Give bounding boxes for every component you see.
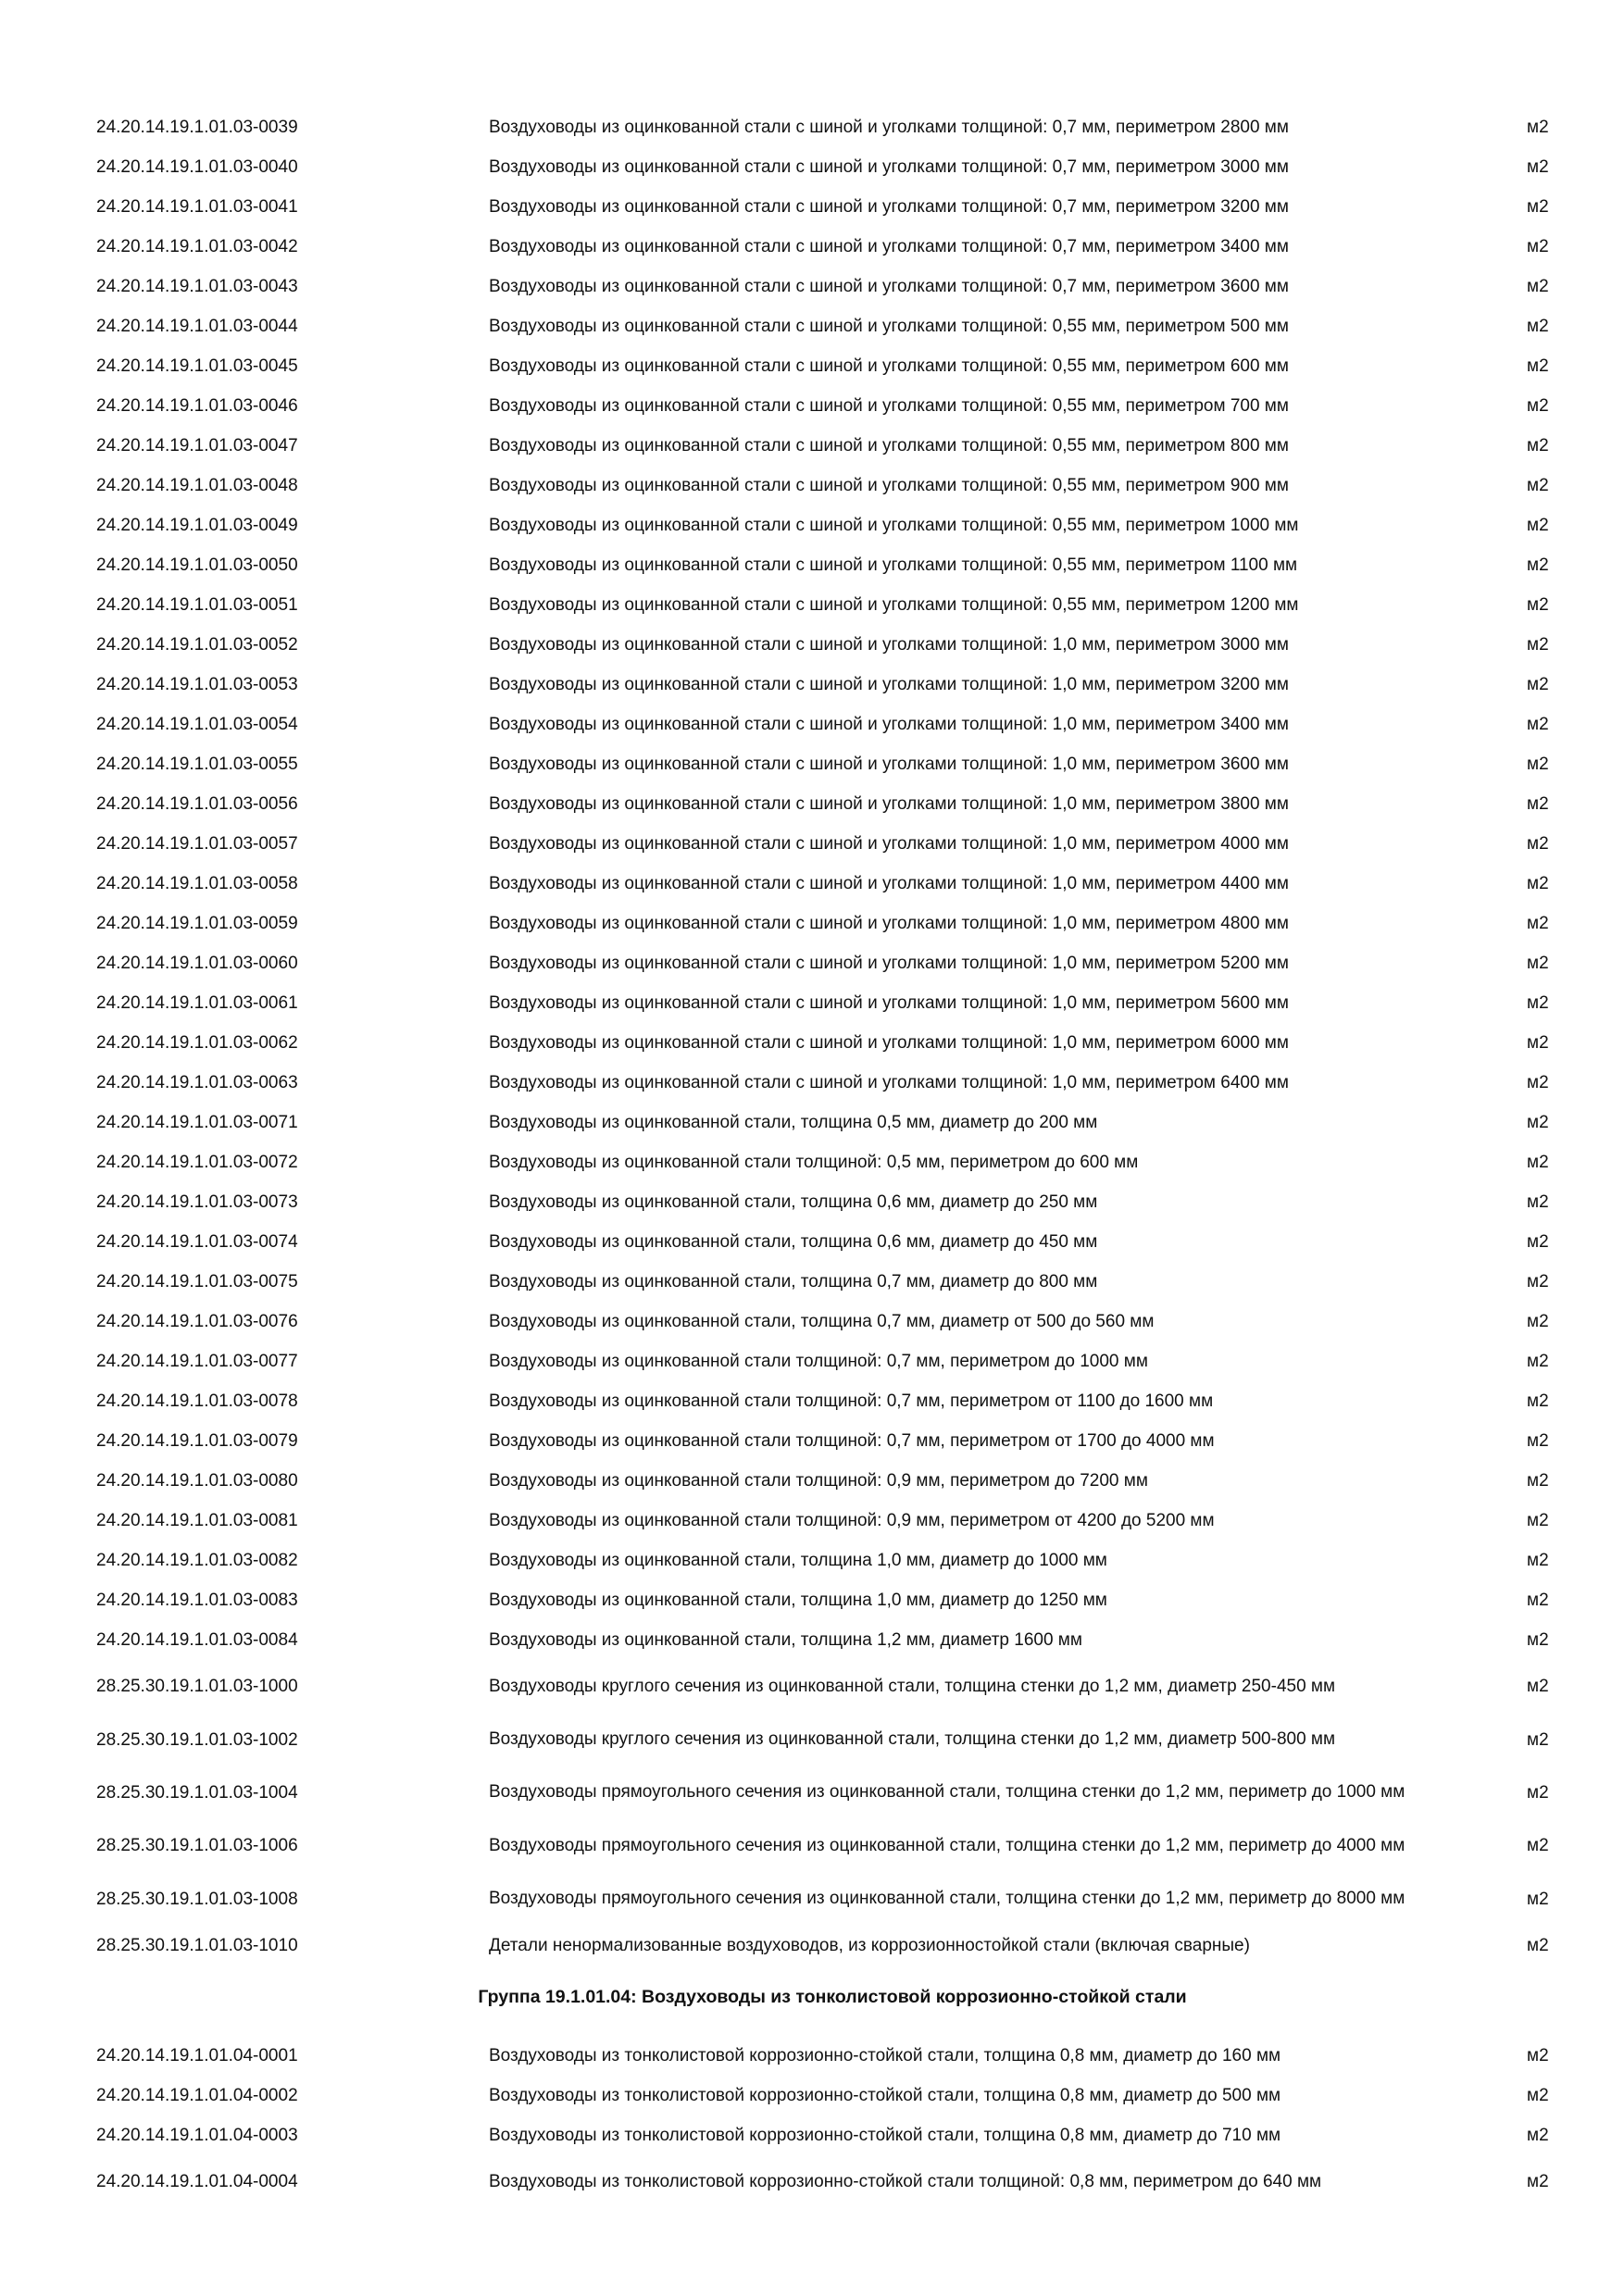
resource-description: Воздуховоды из оцинкованной стали толщиной: 0,7 мм, периметром до 1000 мм: [489, 1352, 1148, 1371]
table-row: [96, 1620, 1568, 1660]
table-row: [96, 1262, 1568, 1302]
table-row: [96, 705, 1568, 744]
resource-code: 24.20.14.19.1.01.03-0044: [96, 317, 298, 336]
resource-description: Воздуховоды круглого сечения из оцинкованной стали, толщина стенки до 1,2 мм, диаметр 500-800 мм: [489, 1729, 1336, 1750]
resource-code: 24.20.14.19.1.01.03-0081: [96, 1511, 298, 1530]
resource-description: Воздуховоды из оцинкованной стали, толщина 1,0 мм, диаметр до 1250 мм: [489, 1591, 1107, 1610]
resource-description: Воздуховоды из оцинкованной стали с шиной и уголками толщиной: 0,55 мм, периметром 1000 мм: [489, 516, 1299, 535]
unit-of-measure: м2: [1527, 1033, 1549, 1053]
table-row: [96, 227, 1568, 267]
resource-description: Воздуховоды из оцинкованной стали толщиной: 0,9 мм, периметром от 4200 до 5200 мм: [489, 1511, 1215, 1530]
table-row: [96, 1182, 1568, 1222]
table-row: [96, 864, 1568, 904]
unit-of-measure: м2: [1527, 874, 1549, 893]
resource-code: 24.20.14.19.1.01.03-0076: [96, 1312, 298, 1331]
unit-of-measure: м2: [1527, 954, 1549, 973]
resource-code: 24.20.14.19.1.01.03-0041: [96, 197, 298, 217]
resource-description: Воздуховоды из оцинкованной стали с шиной и уголками толщиной: 0,55 мм, периметром 1200 мм: [489, 595, 1299, 615]
resource-description: Воздуховоды из оцинкованной стали толщиной: 0,9 мм, периметром до 7200 мм: [489, 1471, 1148, 1491]
resource-description: Воздуховоды из оцинкованной стали, толщина 0,6 мм, диаметр до 250 мм: [489, 1192, 1098, 1212]
resource-code: 24.20.14.19.1.01.03-0049: [96, 516, 298, 535]
unit-of-measure: м2: [1527, 1471, 1549, 1491]
resource-description: Воздуховоды из оцинкованной стали с шиной и уголками толщиной: 0,55 мм, периметром 700 мм: [489, 396, 1289, 416]
resource-code: 28.25.30.19.1.01.03-1004: [96, 1782, 298, 1803]
resource-code: 24.20.14.19.1.01.03-0054: [96, 715, 298, 734]
table-row: [96, 1302, 1568, 1341]
table-row: [96, 2115, 1568, 2155]
resource-description: Детали ненормализованные воздуховодов, из коррозионностойкой стали (включая сварные): [489, 1935, 1250, 1955]
table-row: [96, 824, 1568, 864]
unit-of-measure: м2: [1527, 1836, 1549, 1856]
table-row: [96, 784, 1568, 824]
unit-of-measure: м2: [1527, 2125, 1549, 2145]
resource-description: Воздуховоды из оцинкованной стали с шиной и уголками толщиной: 0,7 мм, периметром 2800 мм: [489, 118, 1289, 137]
table-row: [96, 1713, 1568, 1766]
resource-description: Воздуховоды из оцинкованной стали с шиной и уголками толщиной: 0,7 мм, периметром 3200 мм: [489, 197, 1289, 217]
resource-code: 24.20.14.19.1.01.03-0071: [96, 1113, 298, 1132]
table-row: [96, 346, 1568, 386]
resource-description: Воздуховоды из оцинкованной стали с шиной и уголками толщиной: 1,0 мм, периметром 4400 мм: [489, 874, 1289, 893]
unit-of-measure: м2: [1527, 1073, 1549, 1092]
group-heading-row: [96, 1965, 1568, 2036]
table-row: [96, 1501, 1568, 1541]
resource-code: 28.25.30.19.1.01.03-1010: [96, 1935, 298, 1955]
resource-description: Воздуховоды из оцинкованной стали толщиной: 0,7 мм, периметром от 1100 до 1600 мм: [489, 1391, 1214, 1411]
resource-code: 24.20.14.19.1.01.04-0002: [96, 2085, 298, 2105]
resource-code: 24.20.14.19.1.01.03-0055: [96, 755, 298, 774]
table-row: [96, 2036, 1568, 2076]
unit-of-measure: м2: [1527, 237, 1549, 256]
table-row: [96, 1461, 1568, 1501]
resource-description: Воздуховоды прямоугольного сечения из оцинкованной стали, толщина стенки до 1,2 мм, периметр до 4000 мм: [489, 1835, 1405, 1855]
resource-code: 24.20.14.19.1.01.03-0053: [96, 675, 298, 694]
resource-description: Воздуховоды из оцинкованной стали с шиной и уголками толщиной: 0,7 мм, периметром 3600 мм: [489, 277, 1289, 296]
resource-description: Воздуховоды из оцинкованной стали, толщина 0,7 мм, диаметр до 800 мм: [489, 1272, 1098, 1292]
resource-description: Воздуховоды из оцинкованной стали с шиной и уголками толщиной: 1,0 мм, периметром 6400 мм: [489, 1073, 1289, 1092]
resource-code: 24.20.14.19.1.01.03-0040: [96, 157, 298, 177]
resource-code: 24.20.14.19.1.01.03-0051: [96, 595, 298, 615]
table-row: [96, 983, 1568, 1023]
unit-of-measure: м2: [1527, 1677, 1549, 1697]
resource-code: 28.25.30.19.1.01.03-1008: [96, 1889, 298, 1909]
resource-description: Воздуховоды из оцинкованной стали с шиной и уголками толщиной: 1,0 мм, периметром 3800 мм: [489, 794, 1289, 814]
resource-code: 28.25.30.19.1.01.03-1006: [96, 1836, 298, 1856]
unit-of-measure: м2: [1527, 1889, 1549, 1909]
unit-of-measure: м2: [1527, 755, 1549, 774]
resource-code: 24.20.14.19.1.01.03-0063: [96, 1073, 298, 1092]
resource-code: 24.20.14.19.1.01.03-0062: [96, 1033, 298, 1053]
unit-of-measure: м2: [1527, 516, 1549, 535]
resource-description: Воздуховоды из оцинкованной стали с шиной и уголками толщиной: 1,0 мм, периметром 3400 мм: [489, 715, 1289, 734]
table-row: [96, 1766, 1568, 1819]
resource-code: 24.20.14.19.1.01.03-0045: [96, 356, 298, 376]
resource-code: 24.20.14.19.1.01.03-0061: [96, 993, 298, 1013]
resource-code: 24.20.14.19.1.01.03-0059: [96, 914, 298, 933]
unit-of-measure: м2: [1527, 2085, 1549, 2105]
unit-of-measure: м2: [1527, 1630, 1549, 1650]
unit-of-measure: м2: [1527, 635, 1549, 655]
resource-code: 24.20.14.19.1.01.03-0046: [96, 396, 298, 416]
table-row: [96, 1222, 1568, 1262]
resource-code: 28.25.30.19.1.01.03-1000: [96, 1677, 298, 1697]
resource-description: Воздуховоды из оцинкованной стали с шиной и уголками толщиной: 1,0 мм, периметром 3600 мм: [489, 755, 1289, 774]
resource-code: 28.25.30.19.1.01.03-1002: [96, 1729, 298, 1750]
resource-code: 24.20.14.19.1.01.03-0083: [96, 1591, 298, 1610]
table-row: [96, 625, 1568, 665]
table-row: [96, 267, 1568, 306]
resource-code: 24.20.14.19.1.01.03-0047: [96, 436, 298, 455]
resource-description: Воздуховоды из оцинкованной стали с шиной и уголками толщиной: 1,0 мм, периметром 6000 мм: [489, 1033, 1289, 1053]
table-row: [96, 744, 1568, 784]
table-row: [96, 904, 1568, 943]
table-row: [96, 426, 1568, 466]
resource-description: Воздуховоды из оцинкованной стали с шиной и уголками толщиной: 0,7 мм, периметром 3000 мм: [489, 157, 1289, 177]
table-row: [96, 1341, 1568, 1381]
resource-description: Воздуховоды из оцинкованной стали с шиной и уголками толщиной: 1,0 мм, периметром 5200 мм: [489, 954, 1289, 973]
unit-of-measure: м2: [1527, 715, 1549, 734]
table-row: [96, 1580, 1568, 1620]
resource-description: Воздуховоды из тонколистовой коррозионно-стойкой стали, толщина 0,8 мм, диаметр до 160 мм: [489, 2045, 1281, 2065]
resource-code: 24.20.14.19.1.01.03-0077: [96, 1352, 298, 1371]
table-row: [96, 1421, 1568, 1461]
resource-description: Воздуховоды из оцинкованной стали с шиной и уголками толщиной: 1,0 мм, периметром 4800 мм: [489, 914, 1289, 933]
resource-code: 24.20.14.19.1.01.03-0079: [96, 1431, 298, 1451]
table-row: [96, 386, 1568, 426]
unit-of-measure: м2: [1527, 1153, 1549, 1172]
table-row: [96, 2076, 1568, 2115]
unit-of-measure: м2: [1527, 277, 1549, 296]
resource-code: 24.20.14.19.1.01.03-0084: [96, 1630, 298, 1650]
resource-description: Воздуховоды из оцинкованной стали толщиной: 0,5 мм, периметром до 600 мм: [489, 1153, 1139, 1172]
resource-code: 24.20.14.19.1.01.03-0042: [96, 237, 298, 256]
resource-description: Воздуховоды из оцинкованной стали с шиной и уголками толщиной: 1,0 мм, периметром 3000 мм: [489, 635, 1289, 655]
table-row: [96, 1660, 1568, 1713]
resource-description: Воздуховоды круглого сечения из оцинкованной стали, толщина стенки до 1,2 мм, диаметр 250-450 мм: [489, 1676, 1336, 1696]
resource-description: Воздуховоды из тонколистовой коррозионно-стойкой стали толщиной: 0,8 мм, периметром до 640 мм: [489, 2171, 1322, 2191]
resource-description: Воздуховоды из оцинкованной стали с шиной и уголками толщиной: 0,55 мм, периметром 900 мм: [489, 476, 1289, 495]
resource-description: Воздуховоды из оцинкованной стали, толщина 1,0 мм, диаметр до 1000 мм: [489, 1551, 1107, 1570]
unit-of-measure: м2: [1527, 1391, 1549, 1411]
resource-description: Воздуховоды из тонколистовой коррозионно-стойкой стали, толщина 0,8 мм, диаметр до 710 мм: [489, 2125, 1281, 2145]
table-row: [96, 147, 1568, 187]
table-row: [96, 585, 1568, 625]
table-row: [96, 1819, 1568, 1872]
resource-code: 24.20.14.19.1.01.03-0039: [96, 118, 298, 137]
table-row: [96, 943, 1568, 983]
unit-of-measure: м2: [1527, 595, 1549, 615]
unit-of-measure: м2: [1527, 1192, 1549, 1212]
table-row: [96, 545, 1568, 585]
unit-of-measure: м2: [1527, 1511, 1549, 1530]
resource-code: 24.20.14.19.1.01.03-0078: [96, 1391, 298, 1411]
unit-of-measure: м2: [1527, 1352, 1549, 1371]
table-row: [96, 505, 1568, 545]
resource-description: Воздуховоды из оцинкованной стали с шиной и уголками толщиной: 1,0 мм, периметром 4000 мм: [489, 834, 1289, 854]
resource-code: 24.20.14.19.1.01.03-0075: [96, 1272, 298, 1292]
resource-description: Воздуховоды из оцинкованной стали, толщина 0,6 мм, диаметр до 450 мм: [489, 1232, 1098, 1252]
resource-description: Воздуховоды из оцинкованной стали с шиной и уголками толщиной: 1,0 мм, периметром 5600 мм: [489, 993, 1289, 1013]
resource-description: Воздуховоды из оцинкованной стали с шиной и уголками толщиной: 1,0 мм, периметром 3200 мм: [489, 675, 1289, 694]
unit-of-measure: м2: [1527, 2172, 1549, 2192]
resource-code: 24.20.14.19.1.01.03-0056: [96, 794, 298, 814]
unit-of-measure: м2: [1527, 2045, 1549, 2065]
resource-code: 24.20.14.19.1.01.03-0052: [96, 635, 298, 655]
resource-description: Воздуховоды из оцинкованной стали, толщина 1,2 мм, диаметр 1600 мм: [489, 1630, 1082, 1650]
unit-of-measure: м2: [1527, 1935, 1549, 1955]
table-body-section-1904: [96, 2036, 1568, 2208]
unit-of-measure: м2: [1527, 157, 1549, 177]
resource-description: Воздуховоды из оцинкованной стали с шиной и уголками толщиной: 0,55 мм, периметром 800 мм: [489, 436, 1289, 455]
resource-code: 24.20.14.19.1.01.03-0073: [96, 1192, 298, 1212]
resource-description: Воздуховоды из оцинкованной стали толщиной: 0,7 мм, периметром от 1700 до 4000 мм: [489, 1431, 1215, 1451]
unit-of-measure: м2: [1527, 476, 1549, 495]
table-row: [96, 1541, 1568, 1580]
table-row: [96, 187, 1568, 227]
table-row: [96, 1381, 1568, 1421]
unit-of-measure: м2: [1527, 1232, 1549, 1252]
group-heading: Группа 19.1.01.04: Воздуховоды из тонколистовой коррозионно-стойкой стали: [478, 1987, 1187, 2008]
resource-code: 24.20.14.19.1.01.03-0058: [96, 874, 298, 893]
unit-of-measure: м2: [1527, 993, 1549, 1013]
resource-code: 24.20.14.19.1.01.04-0001: [96, 2045, 298, 2065]
table-row: [96, 665, 1568, 705]
table-row: [96, 1023, 1568, 1063]
resource-description: Воздуховоды прямоугольного сечения из оцинкованной стали, толщина стенки до 1,2 мм, периметр до 8000 мм: [489, 1889, 1405, 1909]
resource-code: 24.20.14.19.1.01.03-0057: [96, 834, 298, 854]
resource-code: 24.20.14.19.1.01.03-0072: [96, 1153, 298, 1172]
unit-of-measure: м2: [1527, 1782, 1549, 1803]
resource-description: Воздуховоды из оцинкованной стали с шиной и уголками толщиной: 0,55 мм, периметром 500 мм: [489, 317, 1289, 336]
table-row: [96, 466, 1568, 505]
table-row: [96, 1063, 1568, 1103]
unit-of-measure: м2: [1527, 675, 1549, 694]
unit-of-measure: м2: [1527, 1312, 1549, 1331]
table-row: [96, 2155, 1568, 2208]
resource-code: 24.20.14.19.1.01.03-0050: [96, 555, 298, 575]
resource-code: 24.20.14.19.1.01.03-0048: [96, 476, 298, 495]
table-row: [96, 1873, 1568, 1926]
unit-of-measure: м2: [1527, 914, 1549, 933]
table-row: [96, 1142, 1568, 1182]
unit-of-measure: м2: [1527, 1272, 1549, 1292]
resource-code: 24.20.14.19.1.01.03-0082: [96, 1551, 298, 1570]
unit-of-measure: м2: [1527, 436, 1549, 455]
unit-of-measure: м2: [1527, 794, 1549, 814]
unit-of-measure: м2: [1527, 1729, 1549, 1750]
group-heading-section: [96, 1965, 1568, 2036]
resource-description: Воздуховоды из оцинкованной стали, толщина 0,5 мм, диаметр до 200 мм: [489, 1113, 1098, 1132]
unit-of-measure: м2: [1527, 118, 1549, 137]
table-row: [96, 107, 1568, 147]
resource-description: Воздуховоды из оцинкованной стали с шиной и уголками толщиной: 0,55 мм, периметром 600 мм: [489, 356, 1289, 376]
unit-of-measure: м2: [1527, 356, 1549, 376]
table-body-section-1903: [96, 107, 1568, 1965]
resource-code: 24.20.14.19.1.01.04-0004: [96, 2172, 298, 2192]
unit-of-measure: м2: [1527, 834, 1549, 854]
resource-description: Воздуховоды из оцинкованной стали, толщина 0,7 мм, диаметр от 500 до 560 мм: [489, 1312, 1155, 1331]
resource-code: 24.20.14.19.1.01.03-0080: [96, 1471, 298, 1491]
unit-of-measure: м2: [1527, 1113, 1549, 1132]
resource-description: Воздуховоды из оцинкованной стали с шиной и уголками толщиной: 0,55 мм, периметром 1100 мм: [489, 555, 1298, 575]
unit-of-measure: м2: [1527, 1551, 1549, 1570]
unit-of-measure: м2: [1527, 396, 1549, 416]
table-row: [96, 1103, 1568, 1142]
unit-of-measure: м2: [1527, 1431, 1549, 1451]
unit-of-measure: м2: [1527, 1591, 1549, 1610]
resource-description: Воздуховоды прямоугольного сечения из оцинкованной стали, толщина стенки до 1,2 мм, периметр до 1000 мм: [489, 1782, 1405, 1803]
resource-description: Воздуховоды из тонколистовой коррозионно-стойкой стали, толщина 0,8 мм, диаметр до 500 мм: [489, 2085, 1281, 2105]
unit-of-measure: м2: [1527, 317, 1549, 336]
resource-code: 24.20.14.19.1.01.03-0060: [96, 954, 298, 973]
price-code-table: [96, 107, 1568, 2208]
resource-code: 24.20.14.19.1.01.04-0003: [96, 2125, 298, 2145]
resource-code: 24.20.14.19.1.01.03-0043: [96, 277, 298, 296]
resource-description: Воздуховоды из оцинкованной стали с шиной и уголками толщиной: 0,7 мм, периметром 3400 мм: [489, 237, 1289, 256]
unit-of-measure: м2: [1527, 197, 1549, 217]
table-row: [96, 306, 1568, 346]
unit-of-measure: м2: [1527, 555, 1549, 575]
table-row: [96, 1926, 1568, 1965]
resource-code: 24.20.14.19.1.01.03-0074: [96, 1232, 298, 1252]
